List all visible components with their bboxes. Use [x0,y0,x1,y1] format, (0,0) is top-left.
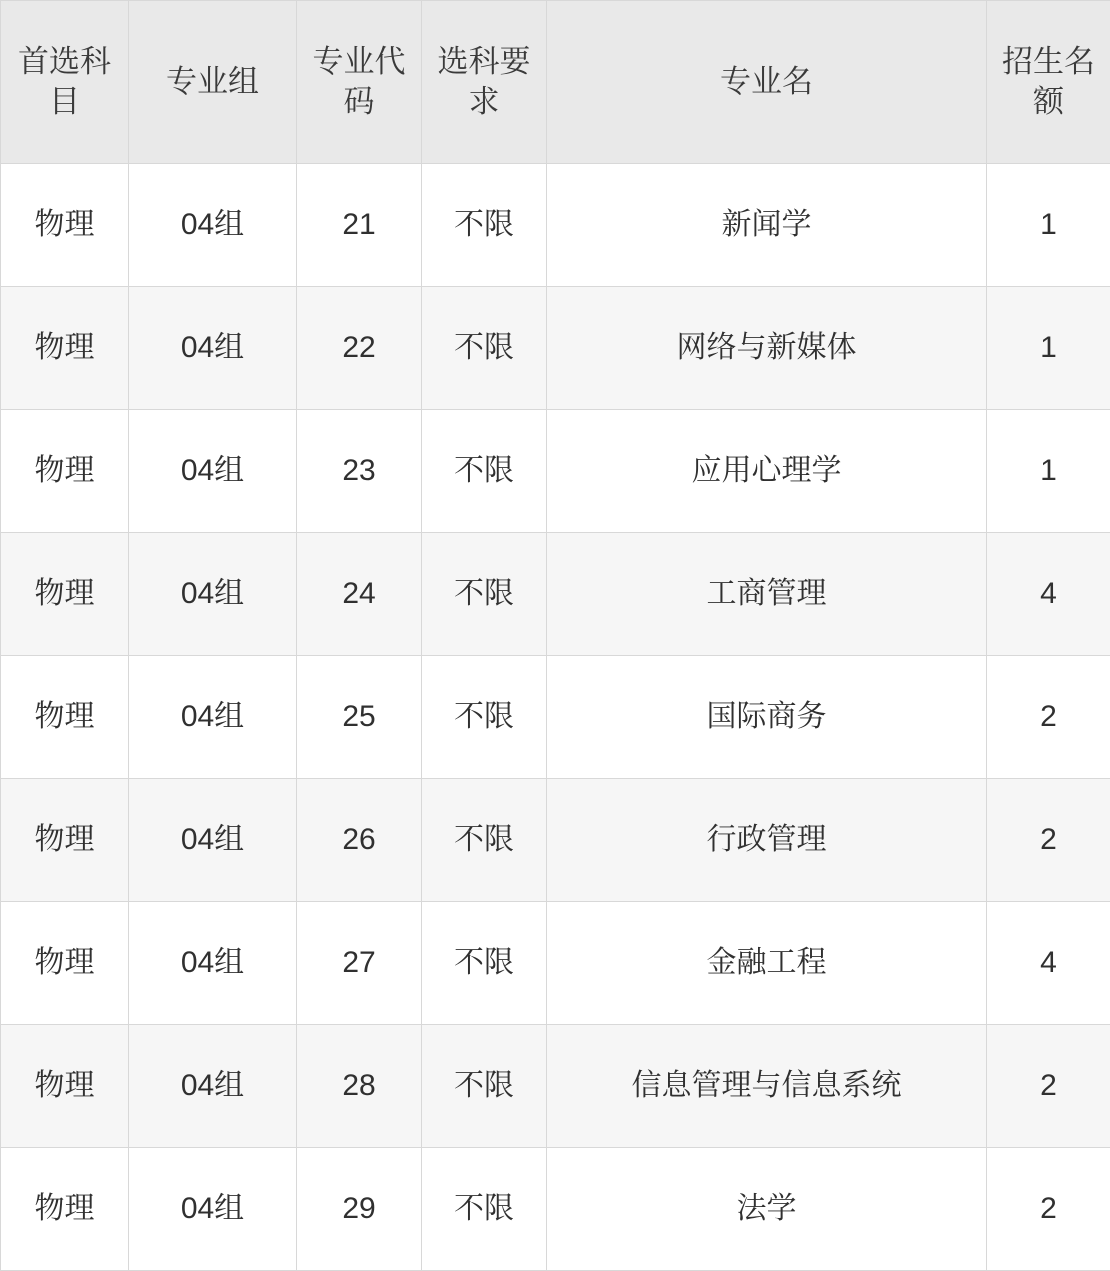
cell-major: 应用心理学 [547,410,987,533]
cell-requirement: 不限 [422,533,547,656]
cell-requirement: 不限 [422,164,547,287]
cell-major: 网络与新媒体 [547,287,987,410]
cell-group: 04组 [129,1148,297,1271]
cell-group: 04组 [129,779,297,902]
cell-code: 26 [297,779,422,902]
cell-quota: 4 [987,533,1110,656]
cell-major: 行政管理 [547,779,987,902]
cell-subject: 物理 [1,164,129,287]
cell-major: 国际商务 [547,656,987,779]
cell-subject: 物理 [1,410,129,533]
cell-code: 23 [297,410,422,533]
cell-group: 04组 [129,287,297,410]
cell-group: 04组 [129,533,297,656]
table-row [1,656,1110,779]
cell-group: 04组 [129,1025,297,1148]
cell-requirement: 不限 [422,1148,547,1271]
cell-quota: 2 [987,1148,1110,1271]
table-body [1,164,1110,1271]
cell-major: 法学 [547,1148,987,1271]
cell-requirement: 不限 [422,656,547,779]
column-header-group: 专业组 [129,1,297,164]
cell-code: 25 [297,656,422,779]
cell-subject: 物理 [1,287,129,410]
cell-code: 28 [297,1025,422,1148]
column-header-major: 专业名 [547,1,987,164]
cell-subject: 物理 [1,533,129,656]
cell-quota: 2 [987,1025,1110,1148]
cell-code: 21 [297,164,422,287]
cell-code: 22 [297,287,422,410]
cell-group: 04组 [129,410,297,533]
cell-major: 新闻学 [547,164,987,287]
cell-quota: 2 [987,779,1110,902]
cell-requirement: 不限 [422,410,547,533]
column-header-requirement: 选科要求 [422,1,547,164]
table-row [1,1148,1110,1271]
cell-quota: 4 [987,902,1110,1025]
table-row [1,533,1110,656]
table-row [1,902,1110,1025]
cell-subject: 物理 [1,1148,129,1271]
cell-requirement: 不限 [422,287,547,410]
column-header-code: 专业代码 [297,1,422,164]
table-row [1,779,1110,902]
cell-subject: 物理 [1,1025,129,1148]
cell-major: 金融工程 [547,902,987,1025]
cell-group: 04组 [129,656,297,779]
table-header [1,1,1110,164]
cell-subject: 物理 [1,656,129,779]
cell-requirement: 不限 [422,779,547,902]
column-header-quota: 招生名额 [987,1,1110,164]
cell-code: 27 [297,902,422,1025]
table-row [1,164,1110,287]
cell-major: 信息管理与信息系统 [547,1025,987,1148]
column-header-subject: 首选科目 [1,1,129,164]
cell-code: 24 [297,533,422,656]
cell-quota: 2 [987,656,1110,779]
table-header-row [1,1,1110,164]
cell-code: 29 [297,1148,422,1271]
cell-quota: 1 [987,287,1110,410]
cell-requirement: 不限 [422,1025,547,1148]
cell-subject: 物理 [1,779,129,902]
cell-subject: 物理 [1,902,129,1025]
cell-group: 04组 [129,902,297,1025]
table-row [1,287,1110,410]
cell-requirement: 不限 [422,902,547,1025]
table-row [1,1025,1110,1148]
cell-major: 工商管理 [547,533,987,656]
table-row [1,410,1110,533]
cell-group: 04组 [129,164,297,287]
cell-quota: 1 [987,164,1110,287]
cell-quota: 1 [987,410,1110,533]
